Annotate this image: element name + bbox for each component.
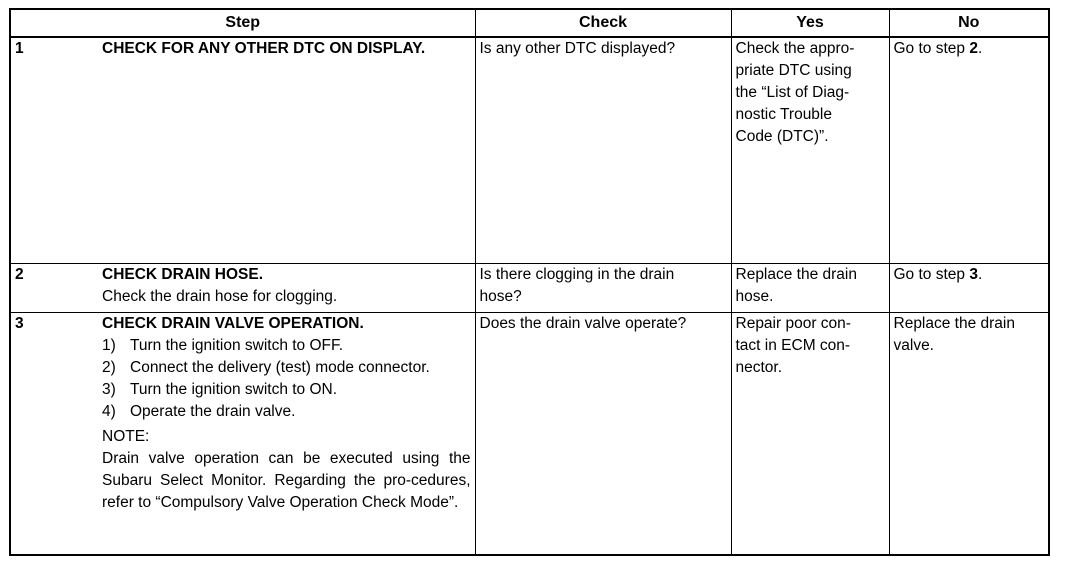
step-cell [10,264,475,313]
step-cell [10,313,475,556]
header-row [10,9,1049,37]
step-number: 1 [15,40,24,57]
yes-line: Code (DTC)”. [735,128,829,145]
no-line: Replace the drain [893,315,1015,332]
table-row [10,264,1049,313]
substep [102,357,471,379]
substep-number: 1) [102,337,116,354]
yes-line: nostic Trouble [735,106,832,123]
check-text: Is any other DTC displayed? [479,40,676,57]
check-cell [475,313,731,556]
step-title: CHECK DRAIN VALVE OPERATION. [102,315,364,332]
no-prefix: Go to step [893,40,970,57]
yes-line: Check the appro- [735,40,855,57]
check-cell [475,37,731,264]
yes-line: hose. [735,288,774,305]
yes-cell [731,264,889,313]
no-suffix: . [977,40,983,57]
substep-list [102,335,471,423]
no-cell [889,313,1049,556]
substep-number: 4) [102,403,116,420]
step-number: 3 [15,315,24,332]
check-line: hose? [479,288,522,305]
yes-line: Repair poor con- [735,315,851,332]
substep-text: Operate the drain valve. [130,403,296,420]
substep-number: 2) [102,359,116,376]
no-line: valve. [893,337,934,354]
no-cell [889,264,1049,313]
yes-cell [731,37,889,264]
step-title: CHECK DRAIN HOSE. [102,266,264,283]
substep [102,401,471,423]
check-cell [475,264,731,313]
check-text: Does the drain valve operate? [479,315,687,332]
yes-line: Replace the drain [735,266,857,283]
yes-line: priate DTC using [735,62,852,79]
substep [102,379,471,401]
substep-text: Connect the delivery (test) mode connector. [130,359,430,376]
substep [102,335,471,357]
check-line: Is there clogging in the drain [479,266,675,283]
step-description: Check the drain hose for clogging. [102,288,338,305]
step-cell [10,37,475,264]
substep-number: 3) [102,381,116,398]
note-label: NOTE: [102,428,150,445]
no-step-number: 2 [969,40,978,57]
step-title: CHECK FOR ANY OTHER DTC ON DISPLAY. [102,40,426,57]
step-number: 2 [15,266,24,283]
no-suffix: . [977,266,983,283]
header-check: Check [475,9,731,37]
header-step: Step [10,9,475,37]
no-cell [889,37,1049,264]
yes-line: the “List of Diag- [735,84,850,101]
diagnostic-table [9,8,1050,556]
yes-line: nector. [735,359,783,376]
header-no: No [889,9,1049,37]
header-yes: Yes [731,9,889,37]
yes-line: tact in ECM con- [735,337,851,354]
table-row [10,313,1049,556]
substep-text: Turn the ignition switch to OFF. [130,337,344,354]
no-step-number: 3 [969,266,978,283]
substep-text: Turn the ignition switch to ON. [130,381,338,398]
no-prefix: Go to step [893,266,970,283]
note-text: Drain valve operation can be executed using the Subaru Select Monitor. Regarding the pro-cedures, refer to “Compulsory Valve Operation Check Mode”. [102,450,471,511]
yes-cell [731,313,889,556]
table-row [10,37,1049,264]
